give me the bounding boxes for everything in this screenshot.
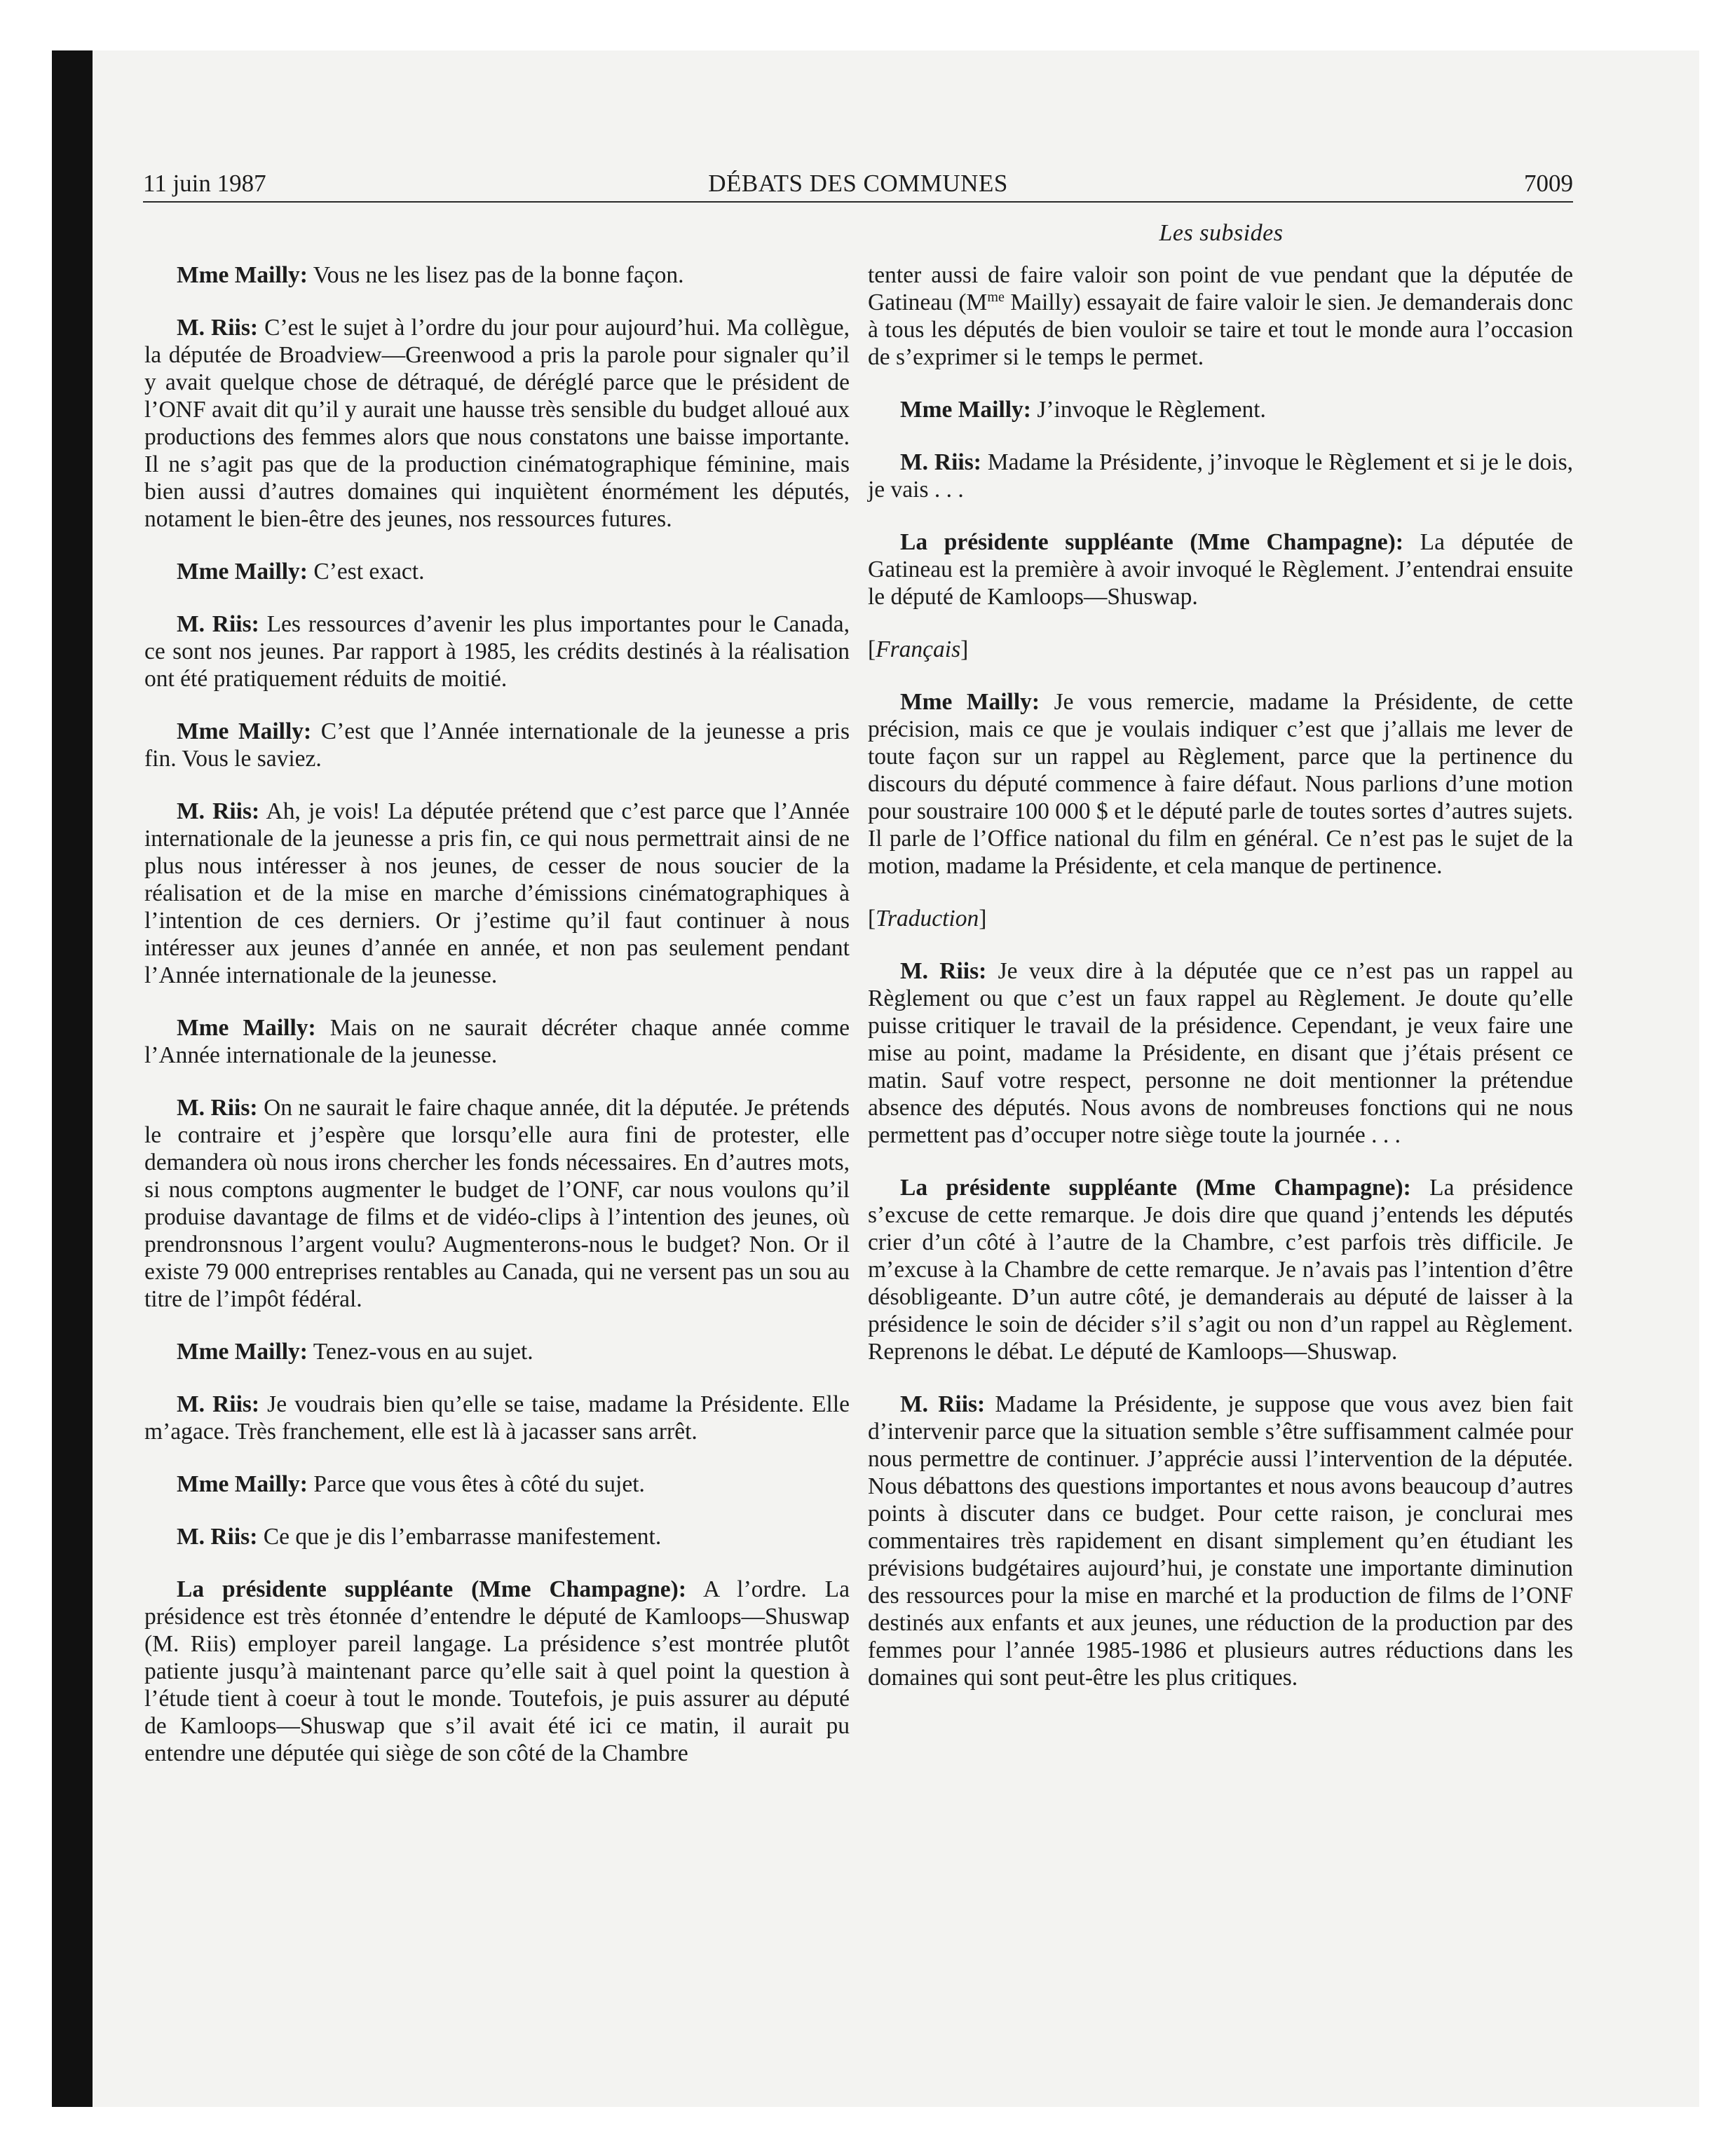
scan-edge <box>52 50 93 2107</box>
superscript: me <box>987 289 1005 305</box>
speech-text: Ah, je vois! La députée prétend que c’est parce que l’Année internationale de la jeunesse a pris fin, ce qui nous permettrait ainsi de ne plus nous intéresser à nos jeunes, de cesser de nous soucier de la réalisation et de la mise en marche d’émissions cinématographiques à l’intention de ces derniers. Or j’estime qu’il faut continuer à nous intéresser aux jeunes d’année en année, et non pas seulement pendant l’Année internationale de la jeunesse. <box>144 798 850 988</box>
paragraph <box>868 1174 1573 1365</box>
left-column <box>144 261 850 1792</box>
speaker-name: M. Riis: <box>900 958 987 984</box>
speech-text: La présidence s’excuse de cette remarque. Je dois dire que quand j’entends les députés crier d’un côté à l’autre de la Chambre, c’est parfois très difficile. Je m’excuse à la Chambre de cette remarque. Je n’avais pas l’intention d’être désobligeante. D’un autre côté, je demanderais au député de laisser à la présidence le soin de décider s’il s’agit ou non d’un rappel au Règlement. Reprenons le débat. Le député de Kamloops—Shuswap. <box>868 1175 1574 1365</box>
speaker-name: M. Riis: <box>900 1391 986 1417</box>
speech-text: Les ressources d’avenir les plus importantes pour le Canada, ce sont nos jeunes. Par rapport à 1985, les crédits destinés à la réalisation ont été pratiquement réduits de moitié. <box>144 611 850 692</box>
speaker-name: La présidente suppléante (Mme Champagne): <box>900 1175 1411 1201</box>
speaker-name: Mme Mailly: <box>900 397 1031 423</box>
section-title: Les subsides <box>1159 220 1284 246</box>
speech-text: tenter aussi de faire valoir son point de vue pendant que la députée de Gatineau (M <box>868 262 1573 315</box>
speaker-name: La présidente suppléante (Mme Champagne): <box>900 529 1403 555</box>
speaker-name: Mme Mailly: <box>177 262 308 288</box>
speech-text: Je veux dire à la députée que ce n’est pas un rappel au Règlement ou que c’est un faux rappel au Règlement. Je doute qu’elle puisse critiquer le travail de la présidence. Cependant, je veux faire une mise au point, madame la Présidente, en disant que j’étais présent ce matin. Sauf votre respect, personne ne doit mentionner la prétendue absence des députés. Nous avons de nombreuses fonctions qui ne nous permettent pas d’occuper notre siège toute la journée . . . <box>868 958 1573 1148</box>
paragraph <box>144 1094 850 1313</box>
speech-text: Mailly) essayait de faire valoir le sien. Je demanderais donc à tous les députés de bien vouloir se taire et tout le monde aura l’occasion de s’exprimer si le temps le permet. <box>868 289 1574 370</box>
paragraph <box>144 718 850 772</box>
speech-text: Ce que je dis l’embarrasse manifestement. <box>263 1524 662 1550</box>
paragraph <box>868 449 1573 503</box>
page-number: 7009 <box>1524 170 1573 197</box>
paragraph <box>144 314 850 533</box>
speaker-name: M. Riis: <box>177 611 259 637</box>
speech-text: Mais on ne saurait décréter chaque année comme l’Année internationale de la jeunesse. <box>144 1015 850 1068</box>
speech-text: Vous ne les lisez pas de la bonne façon. <box>313 262 684 288</box>
speaker-name: M. Riis: <box>177 1524 258 1550</box>
speech-text: Tenez-vous en au sujet. <box>313 1339 533 1365</box>
paragraph <box>144 1576 850 1767</box>
paragraph <box>144 1338 850 1365</box>
speech-text: Madame la Présidente, je suppose que vous avez bien fait d’intervenir parce que la situation semble s’être suffisamment calmée pour nous permettre de continuer. J’apprécie aussi l’intervention de la députée. Nous débattons des questions importantes et nous avons beaucoup d’autres points à discuter dans ce budget. Pour cette raison, je conclurai mes commentaires très rapidement en disant simplement qu’en étudiant les prévisions budgétaires aujourd’hui, je constate une importante diminution des ressources pour la mise en marché et la production de films de l’ONF destinés aux enfants et aux jeunes, une réduction de la production par des femmes pour l’année 1985-1986 et plusieurs autres réductions dans les domaines qui sont peut-être les plus critiques. <box>868 1391 1574 1691</box>
speech-text: C’est exact. <box>313 559 425 585</box>
speaker-name: La présidente suppléante (Mme Champagne): <box>177 1576 686 1602</box>
speech-text: A l’ordre. La présidence est très étonnée d’entendre le député de Kamloops—Shuswap (M. Riis) employer pareil langage. La présidence s’est montrée plutôt patiente jusqu’à maintenant parce qu’elle sait à quel point la question à l’étude tient à coeur à tout le monde. Toutefois, je puis assurer au député de Kamloops—Shuswap que s’il avait été ici ce matin, il aurait pu entendre une députée qui siège de son côté de la Chambre <box>144 1576 850 1766</box>
language-tag-label: Français <box>876 636 961 662</box>
speaker-name: M. Riis: <box>177 315 259 341</box>
speaker-name: Mme Mailly: <box>177 1339 308 1365</box>
speech-text: Madame la Présidente, j’invoque le Règlement et si je le dois, je vais . . . <box>868 449 1573 503</box>
header-rule <box>143 201 1573 203</box>
speaker-name: M. Riis: <box>177 798 260 824</box>
header-title: DÉBATS DES COMMUNES <box>708 170 1008 197</box>
paragraph <box>868 957 1573 1149</box>
paragraph <box>144 558 850 585</box>
paragraph <box>868 528 1573 610</box>
language-tag: [Français] <box>868 636 969 662</box>
paragraph <box>144 610 850 692</box>
speaker-name: Mme Mailly: <box>177 718 312 744</box>
paragraph <box>144 1391 850 1445</box>
paragraph <box>868 688 1573 880</box>
speaker-name: M. Riis: <box>177 1391 260 1417</box>
speaker-name: M. Riis: <box>900 449 981 475</box>
language-tag-label: Traduction <box>876 906 979 932</box>
speech-text: C’est que l’Année internationale de la jeunesse a pris fin. Vous le saviez. <box>144 718 850 772</box>
paragraph <box>144 1014 850 1069</box>
speaker-name: M. Riis: <box>177 1095 258 1121</box>
paragraph <box>144 1471 850 1498</box>
speech-text: Je vous remercie, madame la Présidente, de cette précision, mais ce que je voulais indiquer c’est que j’allais me lever de toute façon sur un rappel au Règlement, parce que la pertinence du discours du député commence à faire défaut. Nous parlions d’une motion pour soustraire 100 000 $ et le député parle de toutes sortes d’autres sujets. Il parle de l’Office national du film en général. Ce n’est pas le sujet de la motion, madame la Présidente, et cela manque de pertinence. <box>868 689 1574 879</box>
speech-text: J’invoque le Règlement. <box>1037 397 1266 423</box>
speech-text: Je voudrais bien qu’elle se taise, madame la Présidente. Elle m’agace. Très franchement, elle est là à jacasser sans arrêt. <box>144 1391 850 1445</box>
speech-text: La députée de Gatineau est la première à avoir invoqué le Règlement. J’entendrai ensuite le député de Kamloops—Shuswap. <box>868 529 1574 610</box>
speaker-name: Mme Mailly: <box>177 559 308 585</box>
paragraph <box>144 261 850 289</box>
continuation-paragraph <box>868 261 1573 371</box>
speech-text: Parce que vous êtes à côté du sujet. <box>313 1471 645 1497</box>
speech-text: On ne saurait le faire chaque année, dit la députée. Je prétends le contraire et j’espère que lorsqu’elle aura fini de protester, elle demandera où nous irons chercher les fonds nécessaires. En d’autres mots, si nous comptons augmenter le budget de l’ONF, car nous voulons qu’il produise davantage de films et de vidéo-clips à l’intention des jeunes, où prendronsnous l’argent voulu? Augmenterons-nous le budget? Non. Or il existe 79 000 entreprises rentables au Canada, qui ne versent pas un sou au titre de l’impôt fédéral. <box>144 1095 850 1312</box>
paragraph <box>868 1391 1573 1691</box>
header-date: 11 juin 1987 <box>143 170 266 197</box>
language-tag: [Traduction] <box>868 906 987 932</box>
running-head <box>143 167 1573 200</box>
paragraph <box>868 396 1573 423</box>
paragraph <box>144 1523 850 1550</box>
speaker-name: Mme Mailly: <box>177 1471 308 1497</box>
speaker-name: Mme Mailly: <box>900 689 1040 715</box>
speech-text: C’est le sujet à l’ordre du jour pour aujourd’hui. Ma collègue, la députée de Broadview—Greenwood a pris la parole pour signaler qu’il y avait quelque chose de détraqué, de déréglé parce que le président de l’ONF avait dit qu’il y aurait une hausse très sensible du budget alloué aux productions des femmes alors que nous constatons une baisse importante. Il ne s’agit pas que de la production cinématographique féminine, mais bien aussi d’autres domaines qui inquiètent énormément les députés, notament le bien-être des jeunes, nos ressources futures. <box>144 315 850 532</box>
right-column <box>868 261 1573 1717</box>
paragraph <box>144 798 850 989</box>
speaker-name: Mme Mailly: <box>177 1015 316 1041</box>
